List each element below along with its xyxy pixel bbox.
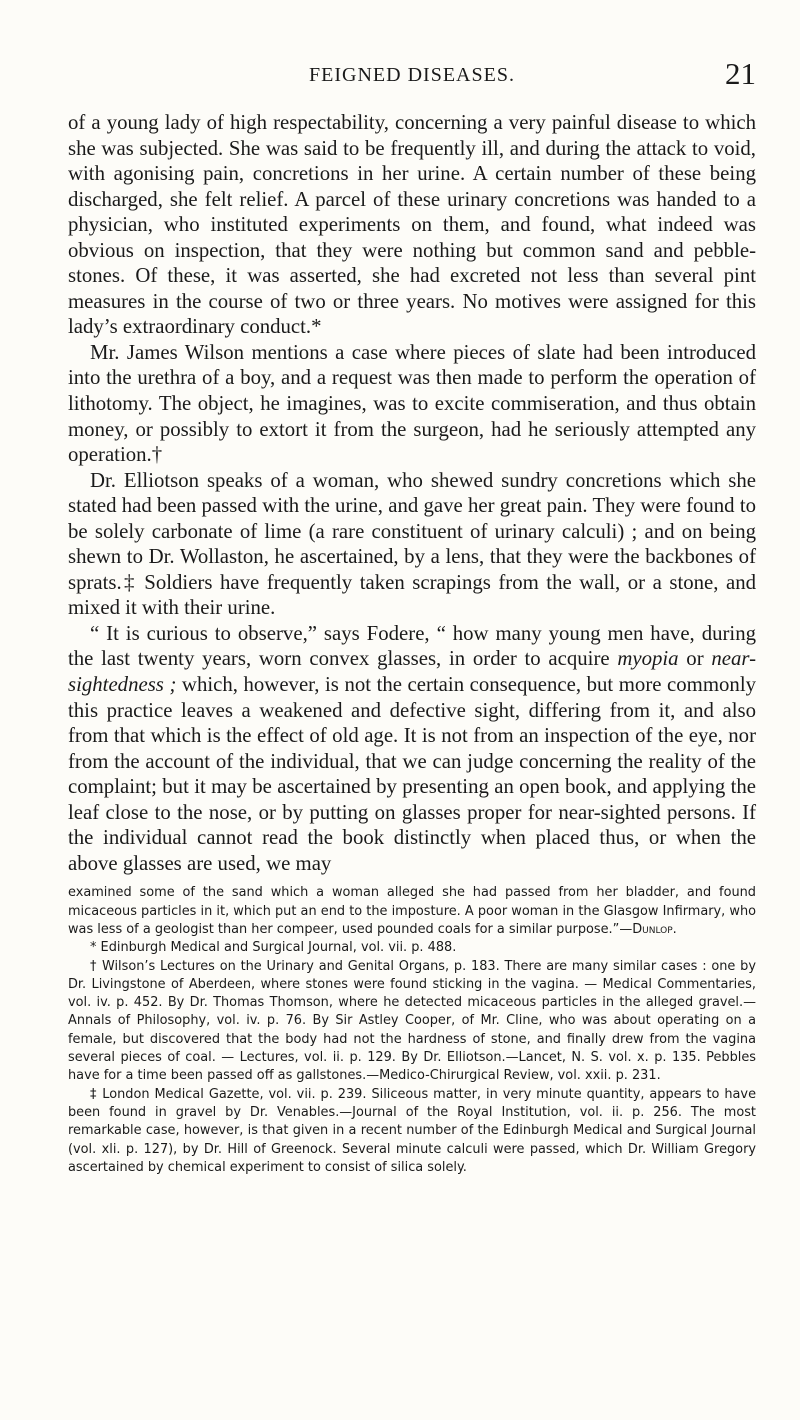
page-number: 21	[725, 56, 756, 91]
paragraph-1: of a young lady of high respectability, concerning a very painful disease to which she was subjected. She was said to be frequently ill, and during the attack to void, with agonising pain, concretions in her urine. A certain number of these being discharged, she felt relief. A parcel of these urinary concretions was handed to a physician, who instituted experiments on them, and found, what indeed was obvious on inspection, that they were nothing but common sand and pebble-stones. Of these, it was asserted, she had excreted not less than several pint measures in the course of two or three years. No motives were assigned for this lady’s extraordinary conduct.*	[68, 111, 756, 339]
page-header	[68, 56, 756, 100]
paragraph-4-or: or	[678, 647, 712, 671]
footnote-star: * Edinburgh Medical and Surgical Journal, vol. vii. p. 488.	[90, 940, 457, 956]
paragraph-3: Dr. Elliotson speaks of a woman, who shewed sundry concretions which she stated had been passed with the urine, and gave her great pain. They were found to be solely carbonate of lime (a rare constituent of urinary calculi) ; and on being shewn to Dr. Wollaston, he ascertained, by a lens, that they were the backbones of sprats.‡ Soldiers have frequently taken scrapings from the wall, or a stone, and mixed it with their urine.	[68, 468, 756, 620]
footnote-author: Dunlop.	[632, 922, 677, 937]
paragraph-4	[68, 621, 756, 876]
footnote-continuation-text: examined some of the sand which a woman alleged she had passed from her bladder, and found micaceous particles in it, which put an end to the imposture. A poor woman in the Glasgow Infirmary, who was less of a geologist than her compeer, used pounded coals for a similar purpose.”—	[68, 885, 756, 937]
footnote-continuation	[68, 884, 756, 939]
term-myopia: myopia	[617, 647, 679, 671]
paragraph-2: Mr. James Wilson mentions a case where pieces of slate had been introduced into the urethra of a boy, and a request was then made to perform the operation of lithotomy. The object, he imagines, was to excite commiseration, and thus obtain money, or possibly to extort it from the surgeon, had he seriously attempted any operation.†	[68, 340, 756, 467]
paragraph-4-text-a: “ It is curious to observe,” says Fodere, “ how many young men have, during the last twenty years, worn convex glasses, in order to acquire	[68, 621, 756, 671]
book-page	[68, 56, 756, 1177]
footnote-dagger: † Wilson’s Lectures on the Urinary and Genital Organs, p. 183. There are many similar cases : one by Dr. Livingstone of Aberdeen, where stones were found sticking in the vagina. — Medical Commentaries, vol. iv. p. 452. By Dr. Thomas Thomson, where he detected micaceous particles in the alleged gravel.—Annals of Philosophy, vol. iv. p. 76. By Sir Astley Cooper, of Mr. Cline, who was about operating on a female, but discovered that the body had not the hardness of stone, and finally drew from the vagina several pieces of coal. — Lectures, vol. ii. p. 129. By Dr. Elliotson.—Lancet, N. S. vol. x. p. 135. Pebbles have for a time been passed off as gallstones.—Medico-Chirurgical Review, vol. xxii. p. 231.	[68, 958, 756, 1084]
paragraph-4-text-b: which, however, is not the certain consequence, but more commonly this practice leaves a weakened and defective sight, differing from it, and also from that which is the effect of old age. It is not from an inspection of the eye, nor from the account of the individual, that we can judge concerning the reality of the complaint; but it may be ascertained by presenting an open book, and applying the leaf close to the nose, or by putting on glasses proper for near-sighted persons. If the individual cannot read the book distinctly when placed thus, or when the above glasses are used, we may	[68, 673, 756, 875]
footnote-double-dagger: ‡ London Medical Gazette, vol. vii. p. 239. Siliceous matter, in very minute quantity, appears to have been found in gravel by Dr. Venables.—Journal of the Royal Institution, vol. ii. p. 256. The most remarkable case, however, is that given in a recent number of the Edinburgh Medical and Surgical Journal (vol. xli. p. 127), by Dr. Hill of Greenock. Several minute calculi were passed, which Dr. William Gregory ascertained by chemical experiment to consist of silica solely.	[68, 1086, 756, 1175]
running-head: FEIGNED DISEASES.	[309, 64, 515, 86]
term-near-sightedness: near-sightedness ;	[68, 647, 756, 697]
body-text	[68, 110, 756, 876]
footnotes	[68, 884, 756, 1177]
